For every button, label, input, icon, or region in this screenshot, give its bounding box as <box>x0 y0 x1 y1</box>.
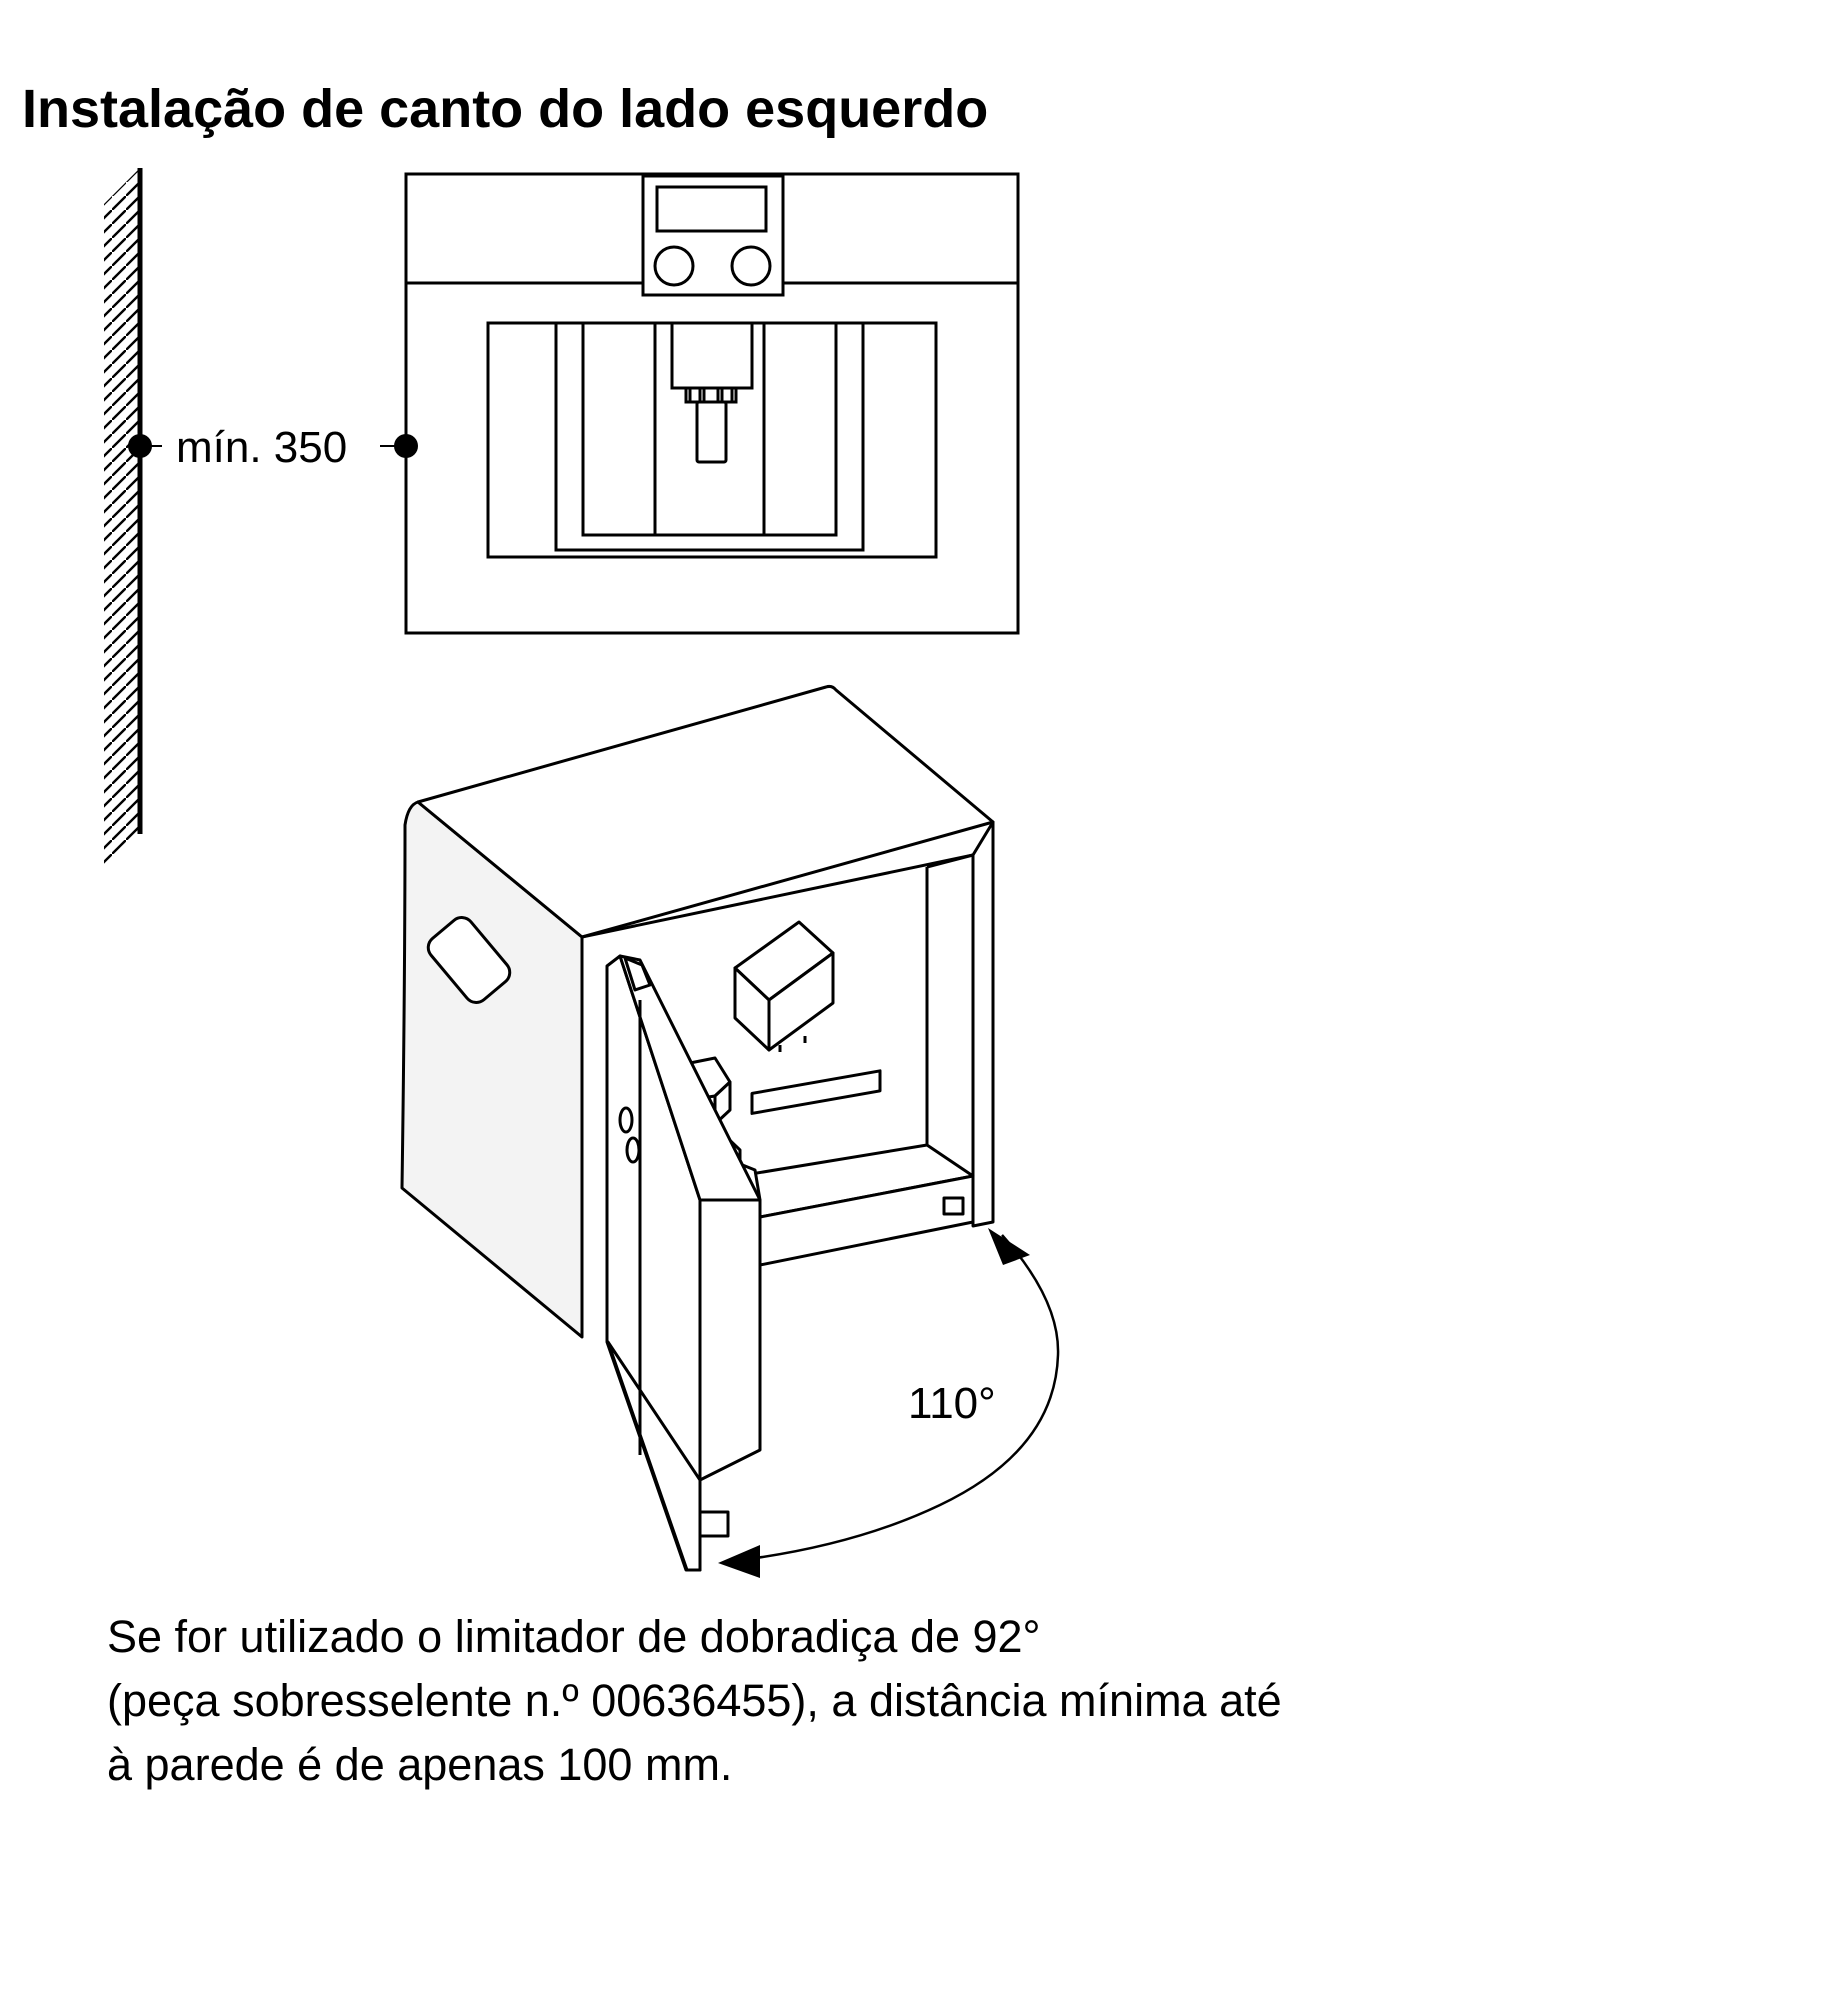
dimension-endpoint-icon <box>128 434 152 458</box>
opened-door <box>607 956 760 1570</box>
note-line-2: (peça sobresselente n.º 00636455), a distância mínima até <box>107 1675 1282 1726</box>
door-knob-icon <box>627 1138 639 1162</box>
arrowhead-icon <box>718 1545 760 1578</box>
note-text <box>107 1605 1282 1797</box>
min-distance-dimension <box>128 423 418 472</box>
hinge-icon <box>700 1512 728 1536</box>
dimension-endpoint-icon <box>394 434 418 458</box>
control-panel <box>643 176 783 295</box>
wall <box>104 168 140 870</box>
page-title: Instalação de canto do lado esquerdo <box>22 79 989 139</box>
dimension-label: mín. 350 <box>176 423 348 472</box>
appliance-perspective-view <box>402 686 993 1570</box>
coffee-outlet-icon <box>672 323 752 462</box>
indicator-icon <box>944 1198 963 1214</box>
opening-angle-indicator <box>718 1228 1058 1578</box>
note-line-1: Se for utilizado o limitador de dobradiça de 92° <box>107 1611 1041 1662</box>
arrowhead-icon <box>988 1228 1030 1265</box>
appliance-front-view <box>406 174 1018 633</box>
tray-slot-icon <box>752 1071 880 1114</box>
note-line-3: à parede é de apenas 100 mm. <box>107 1739 733 1790</box>
angle-label: 110° <box>908 1379 996 1428</box>
door-knob-icon <box>620 1108 632 1132</box>
brewing-unit-icon <box>735 922 833 1052</box>
